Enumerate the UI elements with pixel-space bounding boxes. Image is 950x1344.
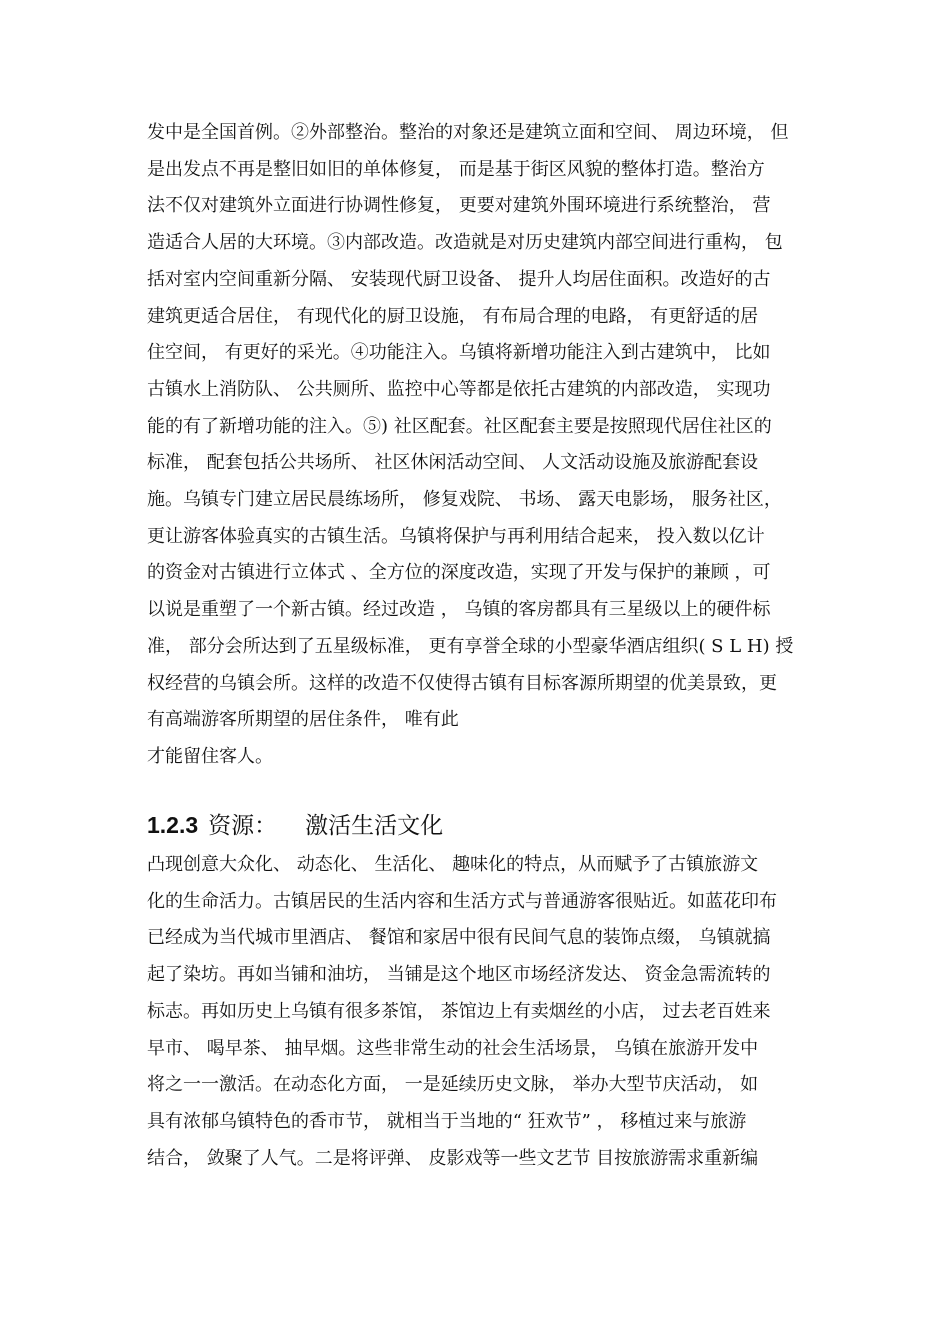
text-line: 化的生命活力。古镇居民的生活内容和生活方式与普通游客很贴近。如蓝花印布 [147,890,777,912]
text-line: 古镇水上消防队、 公共厕所、监控中心等都是依托古建筑的内部改造， 实现功 [147,378,771,400]
text-line: 有高端游客所期望的居住条件， 唯有此 [147,709,459,731]
text-line: 起了染坊。再如当铺和油坊， 当铺是这个地区市场经济发达、 资金急需流转的 [147,964,771,986]
text-line: 法不仅对建筑外立面进行协调性修复， 更要对建筑外围环境进行系统整治， 营 [147,195,771,217]
text-line: 准， 部分会所达到了五星级标准， 更有享誉全球的小型豪华酒店组织( S L H) 授 [147,635,794,657]
text-line: 是出发点不再是整旧如旧的单体修复， 而是基于街区风貌的整体打造。整治方 [147,158,765,180]
text-line: 结合， 敛聚了人气。二是将评弹、 皮影戏等一些文艺节 目按旅游需求重新编 [147,1147,759,1169]
text-line: 才能留住客人。 [147,745,273,767]
text-line: 具有浓郁乌镇特色的香市节， 就相当于当地的“ 狂欢节” ， 移植过来与旅游 [147,1110,747,1132]
text-line: 凸现创意大众化、 动态化、 生活化、 趣味化的特点，从而赋予了古镇旅游文 [147,854,759,875]
text-line: 标准， 配套包括公共场所、 社区休闲活动空间、 人文活动设施及旅游配套设 [147,452,759,474]
text-line: 的资金对古镇进行立体式 、全方位的深度改造，实现了开发与保护的兼顾 ，可 [147,562,771,584]
section-label: 资源： [208,813,278,839]
text-line: 住空间， 有更好的采光。④功能注入。乌镇将新增功能注入到古建筑中， 比如 [147,342,771,364]
text-line: 建筑更适合居住， 有现代化的厨卫设施， 有布局合理的电路， 有更舒适的居 [147,305,759,327]
section-number: 1.2.3 [147,812,199,838]
text-line: 造适合人居的大环境。③内部改造。改造就是对历史建筑内部空间进行重构， 包 [147,232,783,254]
text-line: 权经营的乌镇会所。这样的改造不仅使得古镇有目标客源所期望的优美景致，更 [147,672,777,694]
section-heading [147,810,443,841]
section-title: 激活生活文化 [305,813,444,839]
text-line: 发中是全国首例。②外部整治。整治的对象还是建筑立面和空间、 周边环境， 但 [147,122,789,143]
text-line: 能的有了新增功能的注入。⑤) 社区配套。社区配套主要是按照现代居住社区的 [147,415,772,437]
text-line: 施。乌镇专门建立居民晨练场所， 修复戏院、 书场、 露天电影场， 服务社区， [147,489,782,510]
text-line: 已经成为当代城市里酒店、 餐馆和家居中很有民间气息的装饰点缀， 乌镇就搞 [147,927,771,949]
text-line: 标志。再如历史上乌镇有很多茶馆， 茶馆边上有卖烟丝的小店， 过去老百姓来 [147,1000,771,1022]
text-line: 将之一一激活。在动态化方面， 一是延续历史文脉， 举办大型节庆活动， 如 [147,1074,759,1096]
text-line: 括对室内空间重新分隔、 安装现代厨卫设备、 提升人均居住面积。改造好的古 [147,268,771,290]
text-line: 以说是重塑了一个新古镇。经过改造 ， 乌镇的客房都具有三星级以上的硬件标 [147,599,771,621]
text-line: 早市、 喝早茶、 抽早烟。这些非常生动的社会生活场景， 乌镇在旅游开发中 [147,1037,759,1059]
text-line: 更让游客体验真实的古镇生活。乌镇将保护与再利用结合起来， 投入数以亿计 [147,525,765,547]
